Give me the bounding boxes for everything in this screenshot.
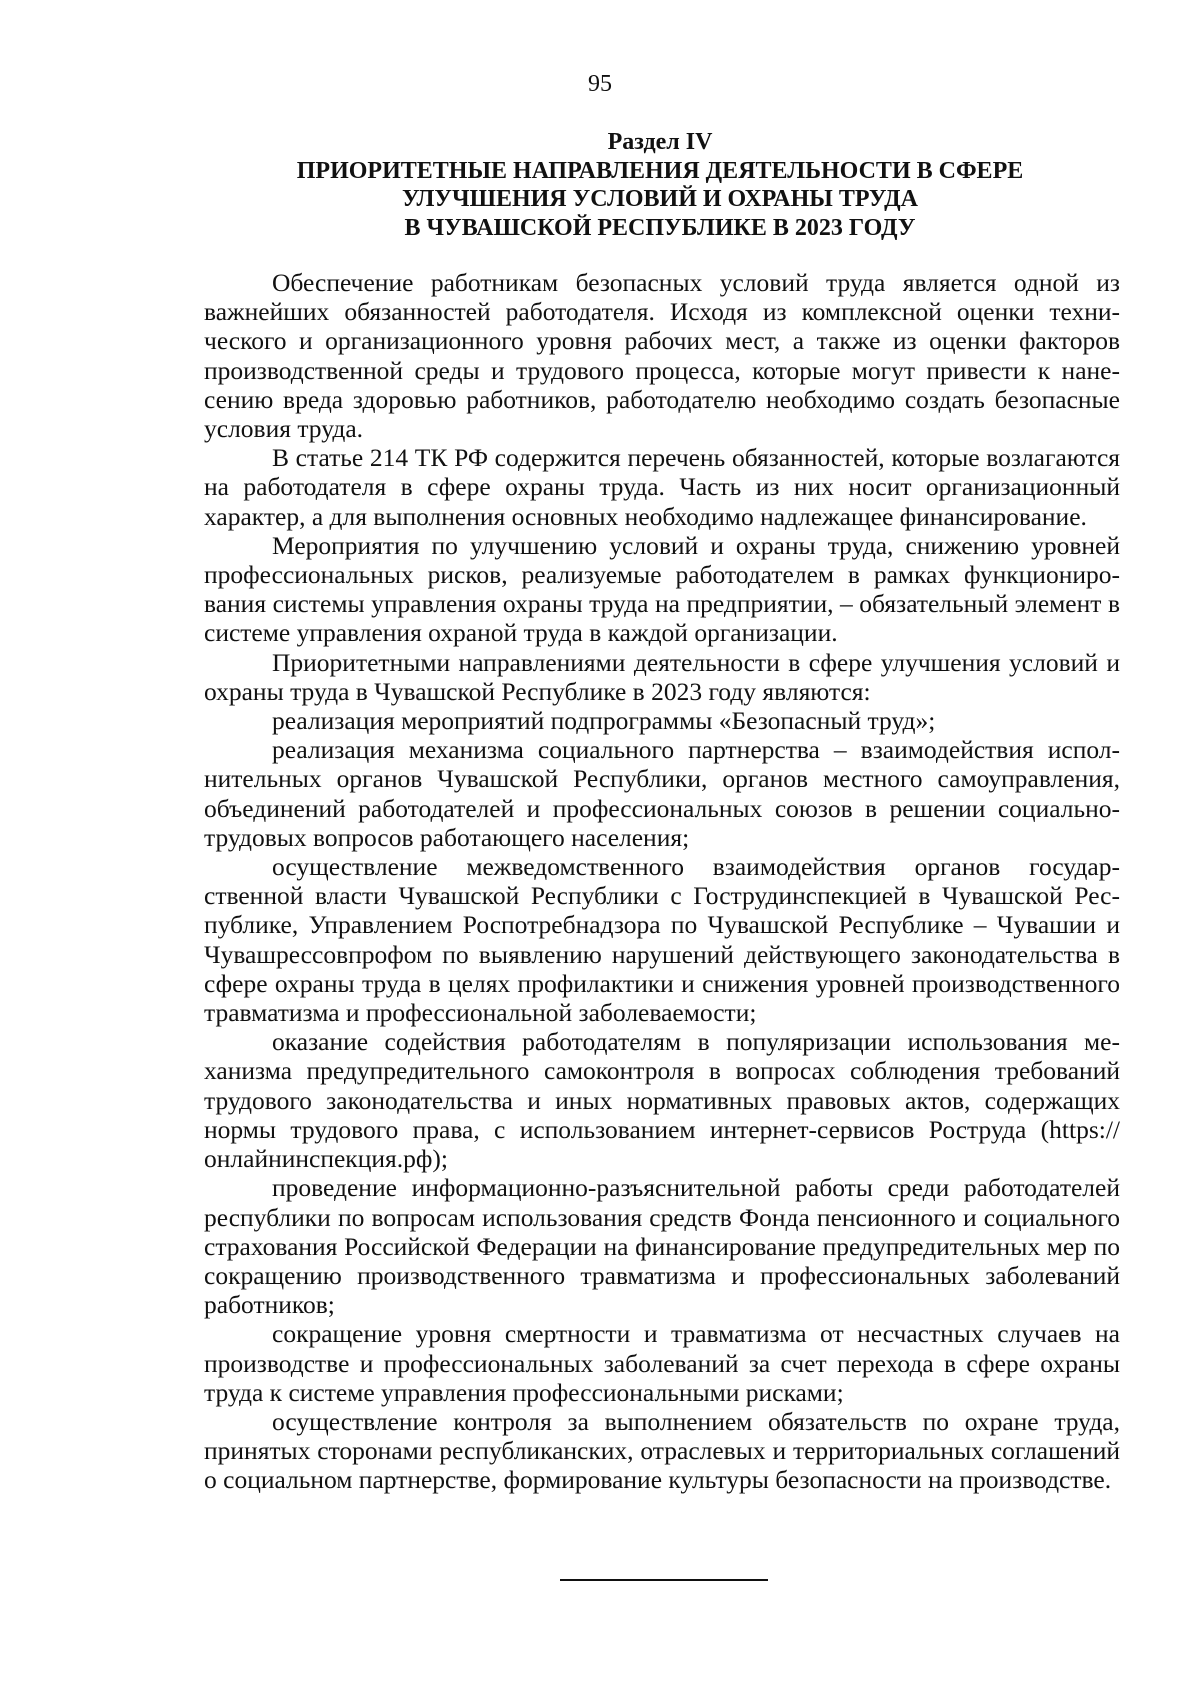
paragraph-priorities-intro: Приоритетными направлениями деятельности в сфере улучшения условий и охраны труда в Чувашской Республике в 2023 году являются: <box>204 647 1120 706</box>
end-separator-line <box>560 1579 768 1581</box>
section-label: Раздел IV <box>607 129 713 155</box>
priority-item: реализация механизма социального партнерства – взаимодействия исполнительных органов Чувашской Республики, органов местного самоуправления, объединений работодателей и профессиональных союзов в решении социально-трудовых вопросов работающего населения; <box>204 735 1120 852</box>
section-title-line-2: УЛУЧШЕНИЯ УСЛОВИЙ И ОХРАНЫ ТРУДА <box>402 186 918 212</box>
paragraph-intro: Обеспечение работникам безопасных условий труда является одной из важнейших обязанностей работодателя. Исходя из комплексной оценки технического и организационного уровня рабочих мест, а также из оценки факторов производственной среды и трудового процесса, которые могут привести к нанесению вреда здоровью работников, работодателю необходимо создать безопасные условия труда. <box>204 268 1120 444</box>
priority-item: оказание содействия работодателям в популяризации использования механизма предупредительного самоконтроля в вопросах соблюдения требований трудового законодательства и иных нормативных правовых актов, содержащих нормы трудового права, с использованием интернет-сервисов Роструда (https://онлайнинспекция.рф); <box>204 1027 1120 1174</box>
priority-item: проведение информационно-разъяснительной работы среди работодателей республики по вопросам использования средств Фонда пенсионного и социального страхования Российской Федерации на финансирование предупредительных мер по сокращению производственного травматизма и профессиональных заболеваний работников; <box>204 1173 1120 1320</box>
section-heading <box>200 128 1120 242</box>
priority-item: осуществление межведомственного взаимодействия органов государственной власти Чувашской Республики с Гострудинспекцией в Чувашской Республике, Управлением Роспотребнадзора по Чувашской Республике – Чувашии и Чувашрессовпрофом по выявлению нарушений действующего законодательства в сфере охраны труда в целях профилактики и снижения уровней производственного травматизма и профессиональной заболеваемости; <box>204 852 1120 1028</box>
priority-item: сокращение уровня смертности и травматизма от несчастных случаев на производстве и профессиональных заболеваний за счет перехода в сфере охраны труда к системе управления профессиональными рисками; <box>204 1319 1120 1407</box>
page-number: 95 <box>588 71 612 97</box>
section-title-line-1: ПРИОРИТЕТНЫЕ НАПРАВЛЕНИЯ ДЕЯТЕЛЬНОСТИ В СФЕРЕ <box>296 157 1024 184</box>
body-text <box>204 268 1120 1495</box>
paragraph-article-214: В статье 214 ТК РФ содержится перечень обязанностей, которые возлагаются на работодателя в сфере охраны труда. Часть из них носит организационный характер, а для выполнения основных необходимо надлежащее финансирование. <box>204 443 1120 531</box>
priority-item: осуществление контроля за выполнением обязательств по охране труда, принятых сторонами республиканских, отраслевых и территориальных соглашений о социальном партнерстве, формирование культуры безопасности на производстве. <box>204 1406 1120 1495</box>
paragraph-measures: Мероприятия по улучшению условий и охраны труда, снижению уровней профессиональных рисков, реализуемые работодателем в рамках функционирования системы управления охраны труда на предприятии, – обязательный элемент в системе управления охраной труда в каждой организации. <box>204 530 1120 648</box>
section-title-line-3: В ЧУВАШСКОЙ РЕСПУБЛИКЕ В 2023 ГОДУ <box>404 214 916 241</box>
priority-item: реализация мероприятий подпрограммы «Безопасный труд»; <box>272 706 936 736</box>
